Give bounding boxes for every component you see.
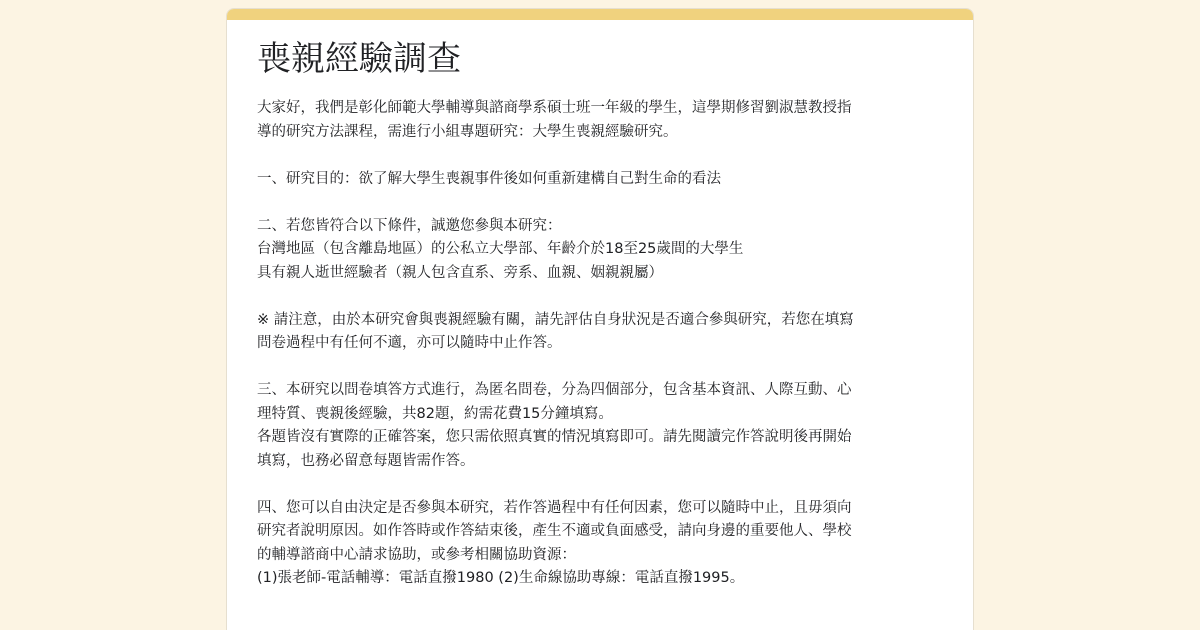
description-line: 二、若您皆符合以下條件，誠邀您參與本研究： bbox=[257, 217, 562, 234]
description-line: 四、您可以自由決定是否參與本研究，若作答過程中有任何因素，您可以隨時中止，且毋須向 bbox=[257, 499, 852, 516]
description-line: 研究者說明原因。如作答時或作答結束後，產生不適或負面感受，請向身邊的重要他人、學校 bbox=[257, 523, 852, 539]
form-description bbox=[257, 97, 947, 591]
description-paragraph-intro bbox=[257, 97, 947, 144]
description-line: 理特質、喪親後經驗，共82題，約需花費15分鐘填寫。 bbox=[257, 405, 613, 422]
description-paragraph-rights bbox=[257, 497, 947, 591]
description-line: 填寫，也務必留意每題皆需作答。 bbox=[257, 452, 475, 469]
description-line: 具有親人逝世經驗者（親人包含直系、旁系、血親、姻親親屬） bbox=[257, 264, 663, 281]
description-paragraph-purpose bbox=[257, 168, 947, 192]
description-line: 大家好，我們是彰化師範大學輔導與諮商學系碩士班一年級的學生，這學期修習劉淑慧教授指 bbox=[257, 100, 852, 116]
description-line: 的輔導諮商中心請求協助，或參考相關協助資源： bbox=[257, 546, 576, 563]
card-accent-bar bbox=[227, 9, 973, 20]
description-line: 一、研究目的：欲了解大學生喪親事件後如何重新建構自己對生命的看法 bbox=[257, 170, 721, 187]
description-line: 問卷過程中有任何不適，亦可以隨時中止作答。 bbox=[257, 335, 562, 351]
description-line: 各題皆沒有實際的正確答案，您只需依照真實的情況填寫即可。請先閱讀完作答說明後再開始 bbox=[257, 429, 852, 445]
description-line: ※ 請注意，由於本研究會與喪親經驗有關，請先評估自身狀況是否適合參與研究，若您在填寫 bbox=[257, 311, 854, 328]
description-line: 三、本研究以問卷填答方式進行，為匿名問卷，分為四個部分，包含基本資訊、人際互動、心 bbox=[257, 382, 852, 398]
description-line: 導的研究方法課程，需進行小組專題研究：大學生喪親經驗研究。 bbox=[257, 123, 678, 140]
form-title: 喪親經驗調查 bbox=[257, 39, 461, 79]
description-line: (1)張老師-電話輔導：電話直撥1980 (2)生命線協助專線：電話直撥1995。 bbox=[257, 570, 745, 586]
description-paragraph-method bbox=[257, 379, 947, 473]
description-line: 台灣地區（包含離島地區）的公私立大學部、年齡介於18至25歲間的大學生 bbox=[257, 241, 744, 257]
form-header-card bbox=[226, 8, 974, 630]
description-paragraph-notice bbox=[257, 309, 947, 356]
description-paragraph-eligibility bbox=[257, 215, 947, 286]
card-body bbox=[257, 37, 947, 614]
